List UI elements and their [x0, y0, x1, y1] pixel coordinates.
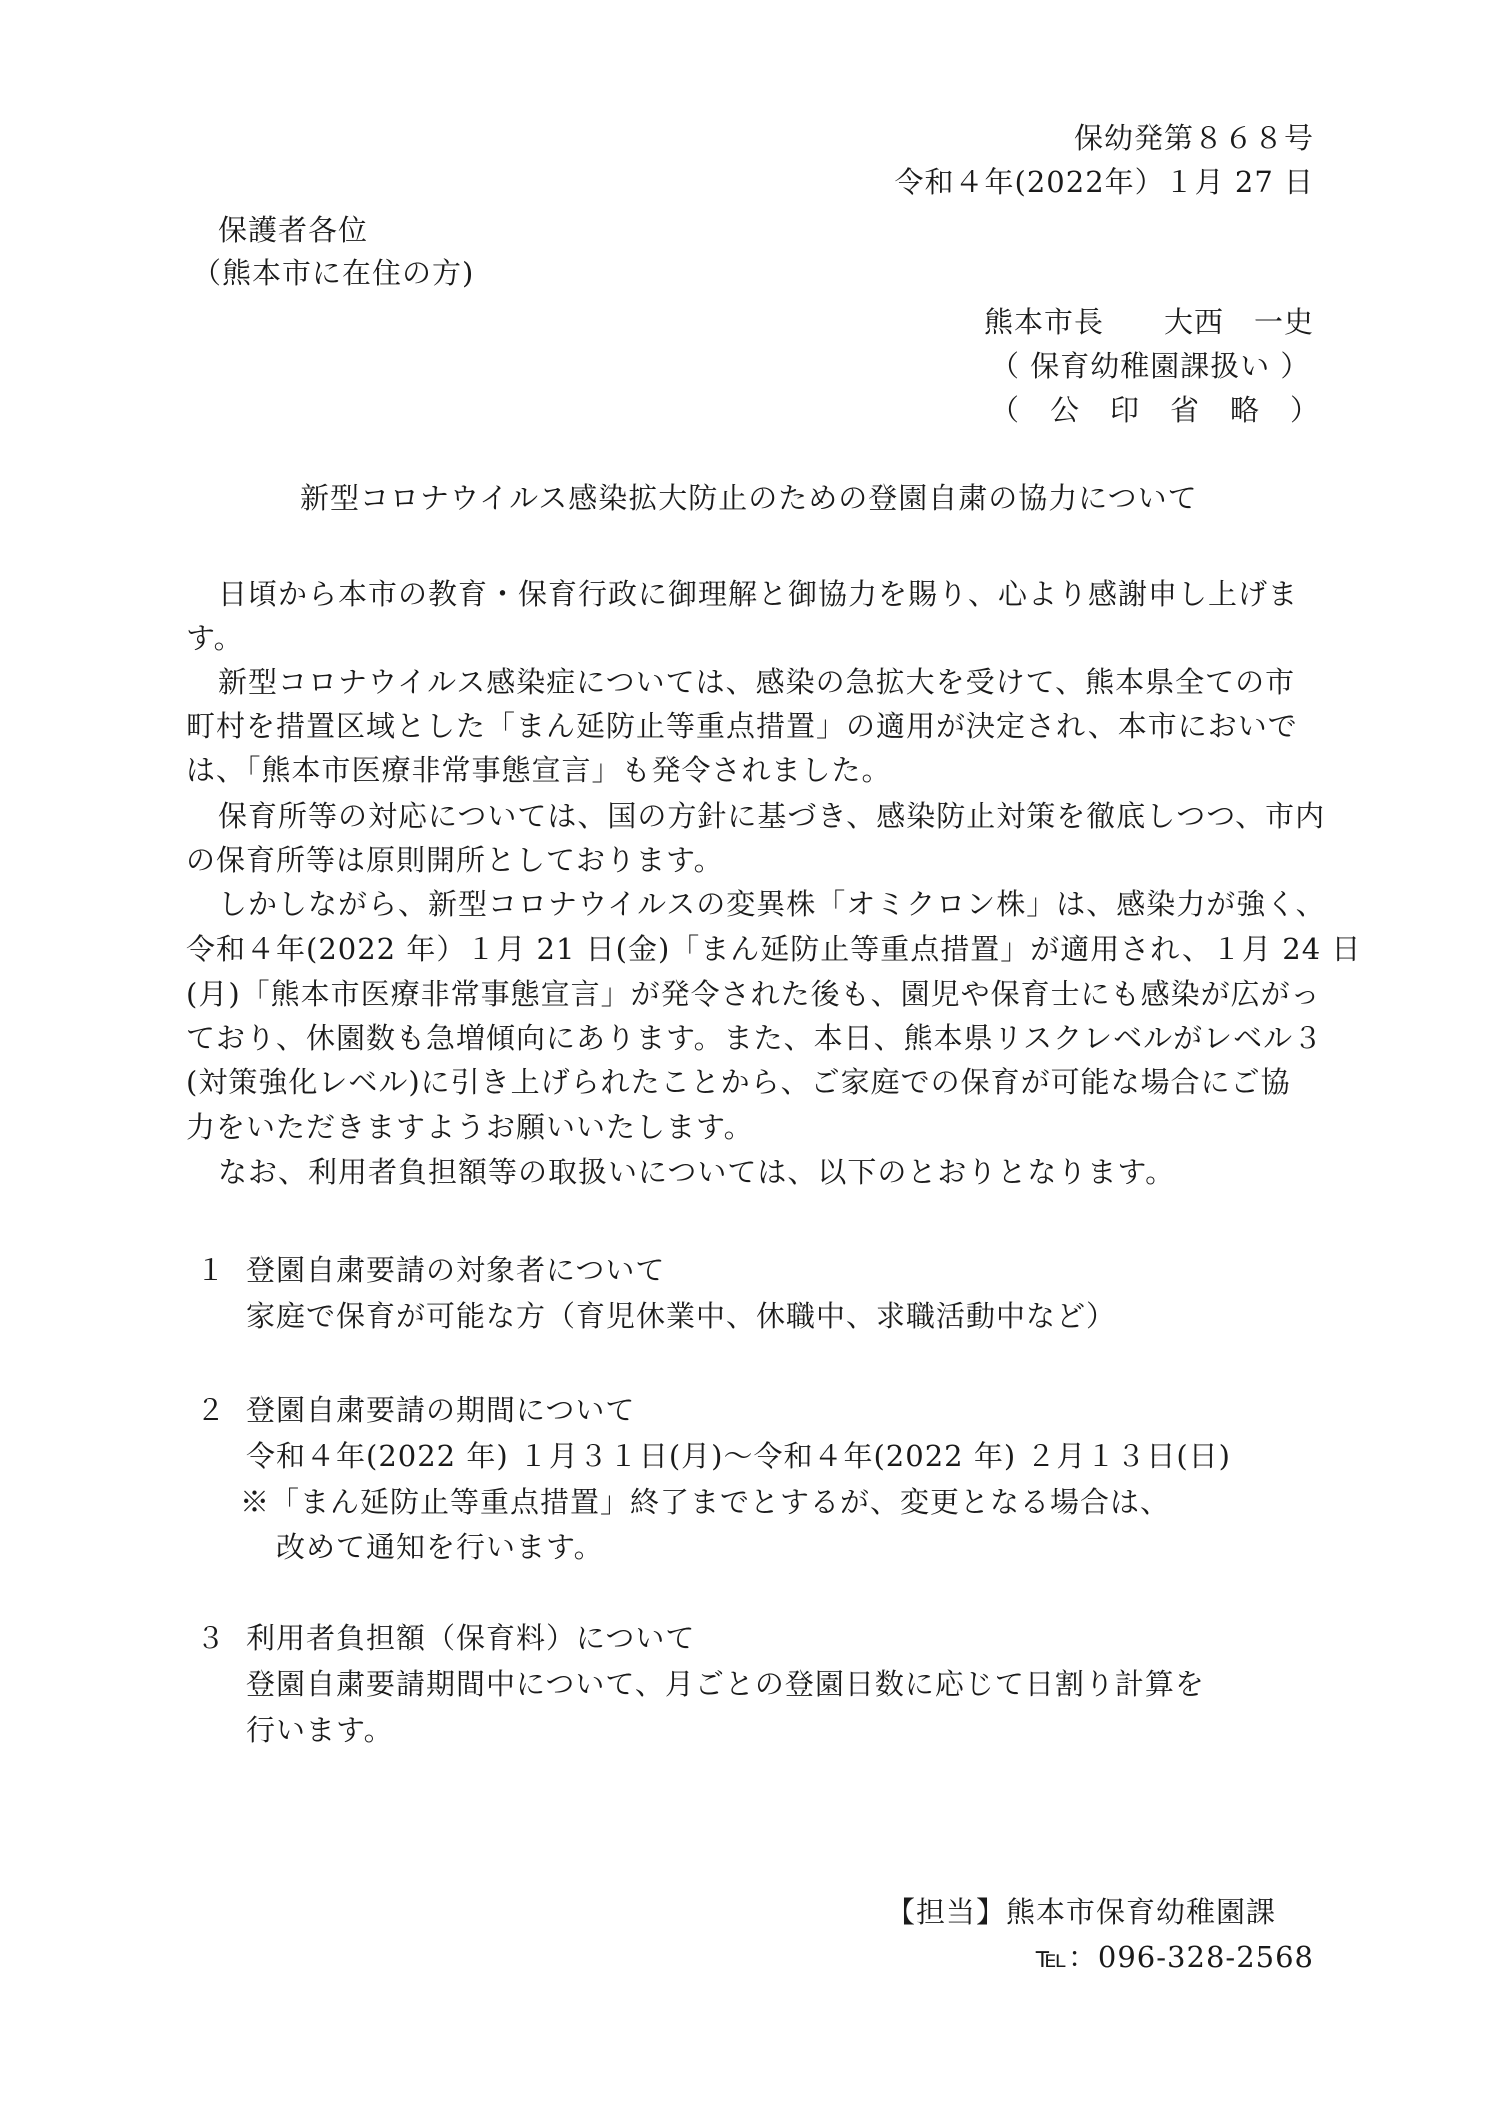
body-line: 町村を措置区域とした「まん延防止等重点措置」の適用が決定され、本市においで — [186, 709, 1298, 743]
sender-name: 熊本市長 大西 一史 — [983, 305, 1314, 339]
body-line: しかしながら、新型コロナウイルスの変異株「オミクロン株」は、感染力が強く、 — [218, 887, 1326, 921]
body-line: 保育所等の対応については、国の方針に基づき、感染防止対策を徹底しつつ、市内 — [218, 799, 1326, 833]
sender-seal: （ 公 印 省 略 ） — [990, 393, 1321, 427]
body-line: 日頃から本市の教育・保育行政に御理解と御協力を賜り、心より感謝申し上げま — [218, 577, 1299, 611]
item-number: ２ — [196, 1393, 227, 1427]
item-note: ※「まん延防止等重点措置」終了までとするが、変更となる場合は、 — [240, 1485, 1171, 1519]
body-line: 令和４年(2022 年）１月 21 日(金)「まん延防止等重点措置」が適用され、１月 24 日 — [186, 932, 1362, 966]
body-line: ており、休園数も急増傾向にあります。また、本日、熊本県リスクレベルがレベル３ — [186, 1021, 1324, 1055]
item-number: ３ — [196, 1621, 227, 1655]
recipients-line2: （熊本市に在住の方) — [192, 256, 475, 290]
item-heading: 利用者負担額（保育料）について — [246, 1621, 696, 1655]
document-number: 保幼発第８６８号 — [1073, 121, 1314, 155]
item-text: 家庭で保育が可能な方（育児休業中、休職中、求職活動中など） — [246, 1299, 1117, 1333]
body-line: なお、利用者負担額等の取扱いについては、以下のとおりとなります。 — [218, 1155, 1176, 1189]
body-line: (月)「熊本市医療非常事態宣言」が発令された後も、園児や保育士にも感染が広がっ — [186, 977, 1321, 1011]
body-line: す。 — [186, 621, 244, 655]
item-number: １ — [196, 1253, 227, 1287]
body-line: 新型コロナウイルス感染症については、感染の急拡大を受けて、熊本県全ての市 — [218, 665, 1296, 699]
item-text: 登園自粛要請期間中について、月ごとの登園日数に応じて日割り計算を — [246, 1667, 1205, 1701]
item-text: 令和４年(2022 年) １月３１日(月)～令和４年(2022 年) ２月１３日(日) — [246, 1439, 1231, 1473]
item-text: 行います。 — [246, 1713, 394, 1747]
body-line: 力をいただきますようお願いいたします。 — [186, 1110, 754, 1144]
contact-tel: ℡：096-328-2568 — [1035, 1940, 1314, 1974]
sender-dept: （ 保育幼稚園課扱い ） — [990, 349, 1311, 383]
contact-label: 【担当】熊本市保育幼稚園課 — [886, 1895, 1277, 1929]
document-date: 令和４年(2022年）１月 27 日 — [894, 165, 1314, 199]
item-note: 改めて通知を行います。 — [276, 1530, 604, 1564]
page-title: 新型コロナウイルス感染拡大防止のための登園自粛の協力について — [300, 481, 1198, 515]
body-line: (対策強化レベル)に引き上げられたことから、ご家庭での保育が可能な場合にご協 — [186, 1065, 1291, 1099]
item-heading: 登園自粛要請の対象者について — [246, 1253, 666, 1287]
body-line: は、「熊本市医療非常事態宣言」も発令されました。 — [186, 753, 892, 787]
item-heading: 登園自粛要請の期間について — [246, 1393, 636, 1427]
recipients-line1: 保護者各位 — [218, 213, 369, 247]
body-line: の保育所等は原則開所としております。 — [186, 843, 724, 877]
